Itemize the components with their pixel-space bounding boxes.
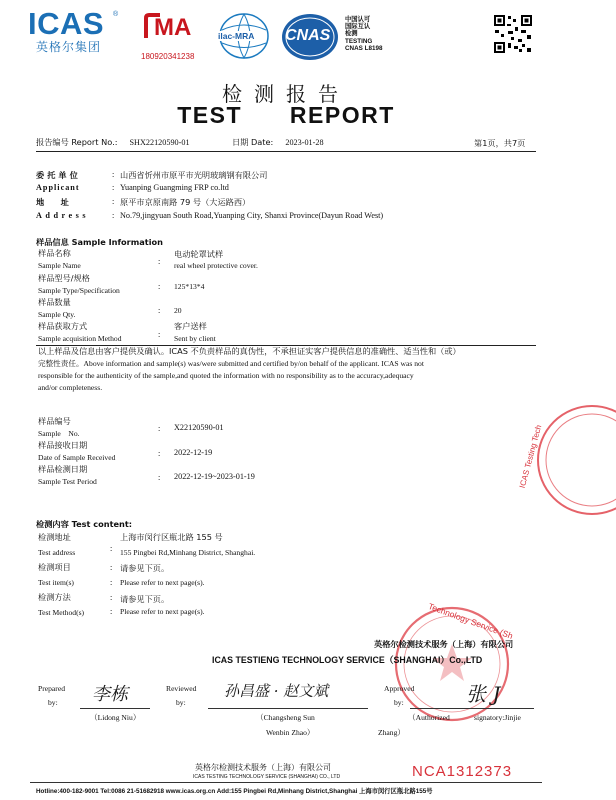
cnas-caption-line: 中国认可 <box>345 16 371 23</box>
colon: : <box>158 282 161 291</box>
sample-received-cn: 样品接收日期 <box>38 440 88 450</box>
page-indicator: 第1页，共7页 <box>474 138 526 148</box>
stamp-edge-icon <box>536 400 616 520</box>
stamp-edge-text: ICAS Testing Tech <box>517 423 544 490</box>
footer-company-cn: 英格尔检测技术服务（上海）有限公司 <box>195 763 331 772</box>
colon: : <box>158 473 161 482</box>
address-en-value: No.79,jingyuan South Road,Yuanping City, Shanxi Province(Dayun Road West) <box>120 211 384 220</box>
test-content-label: 检测项目 <box>38 562 71 572</box>
sample-test-period-en: Sample Test Period <box>38 477 97 486</box>
test-content-label: Test address <box>38 548 76 557</box>
approved-label: Approved <box>384 684 415 693</box>
company-name-en: ICAS TESTIENG TECHNOLOGY SERVICE（SHANGHAI）Co.,LTD <box>212 655 483 665</box>
address-cn-label: 地 址 <box>36 197 69 207</box>
report-date <box>232 137 324 148</box>
report-number-label: 报告编号 Report No.: <box>36 137 118 147</box>
sample-row-value: Sent by client <box>174 334 216 343</box>
signature-line <box>80 708 150 709</box>
cnas-caption-line: TESTING <box>345 37 373 45</box>
colon: : <box>112 211 115 220</box>
approved-name: Zhang） <box>378 728 405 737</box>
prepared-by: by: <box>48 698 58 707</box>
test-content-label: Test item(s) <box>38 578 74 587</box>
client-cn-label: 委托单位 <box>36 170 81 180</box>
cnas-caption-line: CNAS L8198 <box>345 44 383 52</box>
ilac-logo <box>214 10 274 62</box>
sample-row-value: 电动轮罩试样 <box>174 249 224 259</box>
address-en-label: Address <box>36 211 90 220</box>
sample-row-cn: 样品获取方式 <box>38 321 88 331</box>
client-en-value: Yuanping Guangming FRP co.ltd <box>120 183 229 192</box>
signature-line <box>208 708 368 709</box>
sample-row-value: 客户送样 <box>174 321 207 331</box>
test-content-label: 检测地址 <box>38 532 71 542</box>
sample-info-heading: 样品信息 Sample Information <box>36 237 163 247</box>
prepared-name: （Lidong Niu） <box>90 713 141 722</box>
reviewed-by: by: <box>176 698 186 707</box>
sample-row-cn: 样品名称 <box>38 248 71 258</box>
sample-test-period-value: 2022-12-19~2023-01-19 <box>174 472 255 481</box>
colon: : <box>112 170 115 179</box>
report-title-en: TEST REPORT <box>177 102 395 128</box>
test-content-value: 155 Pingbei Rd,Minhang District, Shanghai. <box>120 548 256 557</box>
company-name-cn: 英格尔检测技术服务（上海）有限公司 <box>374 639 514 649</box>
footer-company-en: ICAS TESTING TECHNOLOGY SERVICE (SHANGHAI) CO., LTD <box>193 774 341 780</box>
cma-logo <box>140 12 192 47</box>
sample-row-value: real wheel protective cover. <box>174 261 258 270</box>
approved-name: signatory:Jinjie <box>474 713 521 722</box>
sample-number-cn: 样品编号 <box>38 416 71 426</box>
approved-by: by: <box>394 698 404 707</box>
colon: : <box>158 257 161 266</box>
cma-logo-text: MA <box>154 14 192 41</box>
colon: : <box>110 578 113 587</box>
report-date-value: 2023-01-28 <box>285 138 324 147</box>
colon: : <box>112 197 115 206</box>
cnas-caption <box>345 16 382 52</box>
colon: : <box>158 330 161 339</box>
cma-number: 180920341238 <box>141 52 195 61</box>
report-title-cn: 检测报告 <box>222 82 350 106</box>
icas-logo <box>28 6 104 55</box>
icas-logo-cn: 英格尔集团 <box>36 40 102 54</box>
sample-row-cn: 样品型号/规格 <box>38 273 90 283</box>
footer-contact: Hotline:400-182-9001 Tel:0086 21-51682918 www.icas.org.cn Add:155 Pingbei Rd,Minhang District,Shanghai 上海市闵行区瓶北路155号 <box>36 788 433 795</box>
reviewed-label: Reviewed <box>166 684 197 693</box>
sample-received-value: 2022-12-19 <box>174 448 213 457</box>
client-en-label: Applicant <box>36 183 80 192</box>
qr-code <box>493 14 533 54</box>
registered-icon: ® <box>113 11 119 18</box>
prepared-label: Prepared <box>38 684 65 693</box>
sample-row-value: 20 <box>174 306 182 315</box>
test-content-value: Please refer to next page(s). <box>120 607 205 616</box>
reviewed-name: Wenbin Zhao） <box>266 728 315 737</box>
sample-row-value: 125*13*4 <box>174 282 205 291</box>
report-number <box>36 137 190 148</box>
disclaimer-line: and/or completeness. <box>38 383 103 392</box>
colon: : <box>110 544 113 553</box>
address-cn-value: 原平市京原南路 79 号（大运路西） <box>120 197 251 207</box>
disclaimer-line: responsible for the authenticity of the sample,and quoted the information with no responsibility as to the accuracy,adequacy <box>38 371 414 380</box>
colon: : <box>112 183 115 192</box>
client-cn-value: 山西省忻州市原平市光明玻璃钢有限公司 <box>120 170 268 180</box>
sample-received-en: Date of Sample Received <box>38 453 116 462</box>
report-number-value: SHX22120590-01 <box>129 138 190 147</box>
approved-name: （Authorized <box>408 713 450 722</box>
colon: : <box>158 306 161 315</box>
test-content-value: 请参见下页。 <box>120 594 170 604</box>
signature-line <box>410 708 534 709</box>
cnas-logo <box>280 12 340 62</box>
icas-logo-text: ICAS <box>28 6 105 41</box>
cnas-caption-line: 国际互认 <box>345 23 371 31</box>
divider <box>36 151 536 152</box>
cnas-logo-text: CNAS <box>285 27 331 44</box>
footer-serial: NCA1312373 <box>412 763 513 780</box>
sample-number-value: X22120590-01 <box>174 423 224 432</box>
sample-row-en: Sample Type/Specification <box>38 286 120 295</box>
colon: : <box>158 449 161 458</box>
colon: : <box>110 607 113 616</box>
company-seal-text: Technology Service (Sh <box>426 601 515 641</box>
sample-row-en: Sample acquisition Method <box>38 334 122 343</box>
footer-divider <box>30 782 542 783</box>
qr-code-icon <box>493 14 533 54</box>
test-content-label: Test Method(s) <box>38 608 85 617</box>
sample-number-en: Sample No. <box>38 429 80 438</box>
sample-row-en: Sample Qty. <box>38 310 76 319</box>
sample-row-en: Sample Name <box>38 261 81 270</box>
reviewed-name: （Changsheng Sun <box>256 713 315 722</box>
approved-signature: 张 J <box>466 682 501 706</box>
disclaimer-line: 以上样品及信息由客户提供及确认。ICAS 不负责样品的真伪性，不承担证实客户提供信息的准确性、适当性和（或） <box>38 346 461 356</box>
test-content-value: Please refer to next page(s). <box>120 578 205 587</box>
sample-row-cn: 样品数量 <box>38 297 71 307</box>
prepared-signature: 李栋 <box>92 684 128 705</box>
ilac-logo-text: ilac-MRA <box>218 31 255 41</box>
sample-test-period-cn: 样品检测日期 <box>38 464 88 474</box>
colon: : <box>158 424 161 433</box>
test-content-heading: 检测内容 Test content: <box>36 519 133 529</box>
test-content-value: 上海市闵行区瓶北路 155 号 <box>120 532 223 542</box>
disclaimer-line: 完整性责任。Above information and sample(s) was/were submitted and certified by/on behalf of the applicant. ICAS was not <box>38 359 424 368</box>
stamp-edge <box>517 400 576 520</box>
test-content-label: 检测方法 <box>38 592 71 602</box>
reviewed-signature: 孙昌盛 · 赵文斌 <box>224 682 329 700</box>
colon: : <box>110 593 113 602</box>
cnas-caption-line: 检测 <box>345 30 358 38</box>
report-date-label: 日期 Date: <box>232 137 274 147</box>
colon: : <box>110 563 113 572</box>
test-content-value: 请参见下页。 <box>120 563 170 573</box>
